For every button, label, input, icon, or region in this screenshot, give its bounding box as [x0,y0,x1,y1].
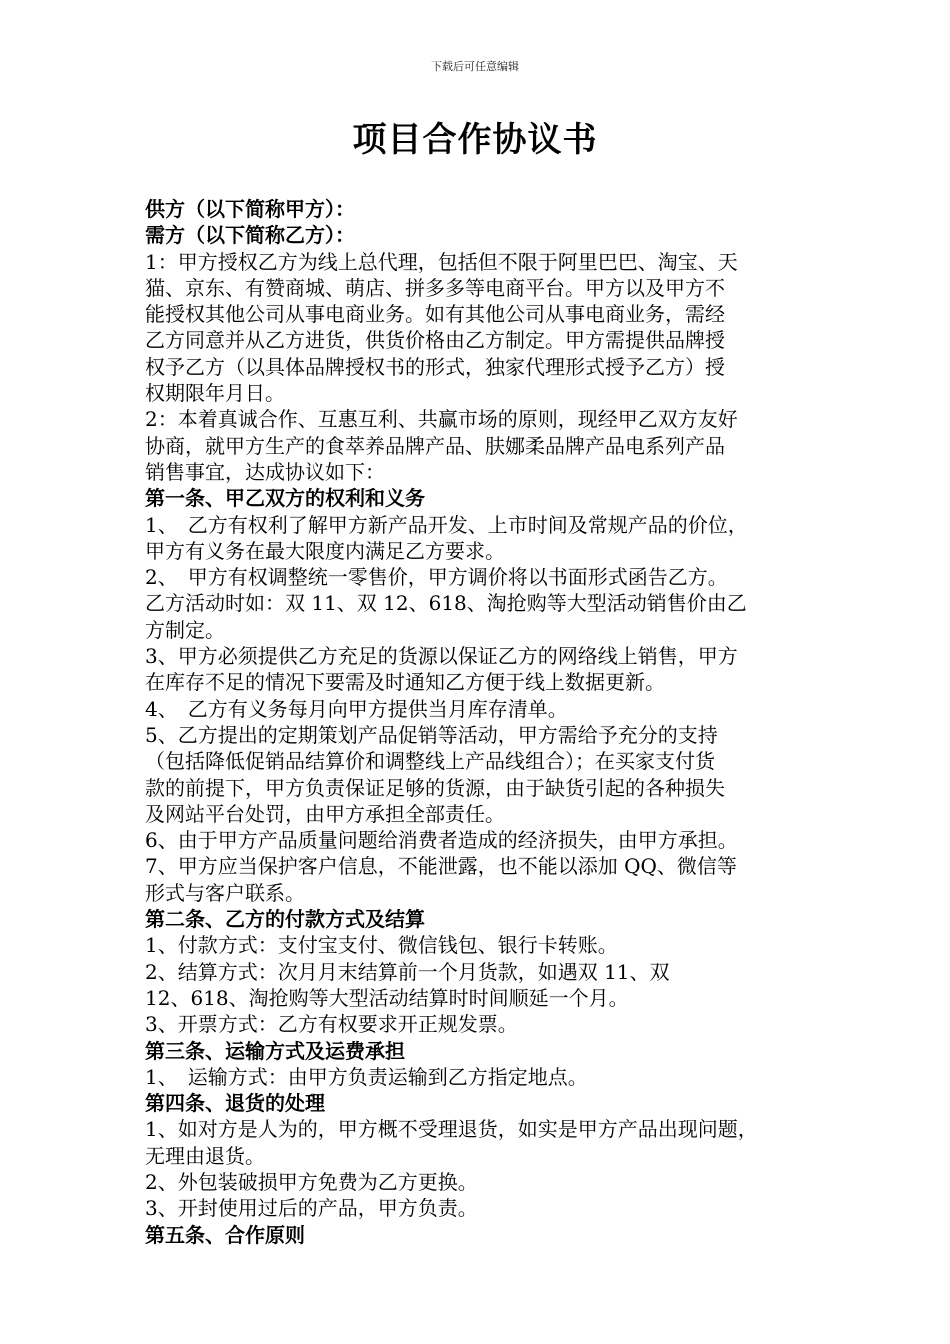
text-line: 3、甲方必须提供乙方充足的货源以保证乙方的网络线上销售，甲方 [145,644,738,669]
text-line: 无理由退货。 [145,1143,265,1168]
text-line: 甲方有义务在最大限度内满足乙方要求。 [145,538,505,563]
text-line: 形式与客户联系。 [145,880,305,905]
text-line: 销售事宜，达成协议如下： [145,459,385,484]
text-line: 方制定。 [145,617,225,642]
text-line: 3、开票方式：乙方有权要求开正规发票。 [145,1012,518,1037]
text-line: 6、由于甲方产品质量问题给消费者造成的经济损失，由甲方承担。 [145,828,738,853]
document-title: 项目合作协议书 [352,120,598,160]
text-line: 1、如对方是人为的，甲方概不受理退货，如实是甲方产品出现问题， [145,1117,758,1142]
text-line: （包括降低促销品结算价和调整线上产品线组合）；在买家支付货 [145,749,715,774]
text-line: 及网站平台处罚，由甲方承担全部责任。 [145,801,505,826]
text-line: 乙方同意并从乙方进货，供货价格由乙方制定。甲方需提供品牌授 [145,328,725,353]
text-line: 2、结算方式：次月月末结算前一个月货款，如遇双 11、双 [145,959,670,984]
text-line: 能授权其他公司从事电商业务。如有其他公司从事电商业务，需经 [145,302,725,327]
document-body [145,196,813,1248]
section-heading: 第二条、乙方的付款方式及结算 [145,907,425,932]
section-heading: 第四条、退货的处理 [145,1091,325,1116]
section-heading: 需方（以下简称乙方）： [145,223,355,248]
text-line: 4、 乙方有义务每月向甲方提供当月库存清单。 [145,696,568,721]
section-heading: 第三条、运输方式及运费承担 [145,1038,405,1063]
text-line: 3、开封使用过后的产品，甲方负责。 [145,1196,478,1221]
text-line: 1、 运输方式：由甲方负责运输到乙方指定地点。 [145,1064,588,1089]
text-line: 乙方活动时如：双 11、双 12、618、淘抢购等大型活动销售价由乙 [145,591,747,616]
section-heading: 第五条、合作原则 [145,1222,305,1247]
header-note: 下载后可任意编辑 [431,60,519,73]
text-line: 12、618、淘抢购等大型活动结算时时间顺延一个月。 [145,985,629,1010]
text-line: 猫、京东、有赞商城、萌店、拼多多等电商平台。甲方以及甲方不 [145,275,725,300]
text-line: 2、 甲方有权调整统一零售价，甲方调价将以书面形式函告乙方。 [145,565,728,590]
text-line: 款的前提下，甲方负责保证足够的货源，由于缺货引起的各种损失 [145,775,725,800]
text-line: 1、 乙方有权利了解甲方新产品开发、上市时间及常规产品的价位， [145,512,748,537]
text-line: 1：甲方授权乙方为线上总代理，包括但不限于阿里巴巴、淘宝、天 [145,249,738,274]
text-line: 5、乙方提出的定期策划产品促销等活动，甲方需给予充分的支持 [145,722,718,747]
text-line: 权期限年月日。 [145,381,285,406]
section-heading: 第一条、甲乙双方的权利和义务 [145,486,425,511]
text-line: 2、外包装破损甲方免费为乙方更换。 [145,1169,478,1194]
text-line: 1、付款方式：支付宝支付、微信钱包、银行卡转账。 [145,933,618,958]
text-line: 权予乙方（以具体品牌授权书的形式，独家代理形式授予乙方）授 [145,354,725,379]
text-line: 7、甲方应当保护客户信息，不能泄露，也不能以添加 QQ、微信等 [145,854,737,879]
text-line: 2：本着真诚合作、互惠互利、共赢市场的原则，现经甲乙双方友好 [145,407,738,432]
text-line: 协商，就甲方生产的食萃养品牌产品、肤娜柔品牌产品电系列产品 [145,433,725,458]
section-heading: 供方（以下简称甲方）： [145,197,355,221]
text-line: 在库存不足的情况下要需及时通知乙方便于线上数据更新。 [145,670,665,695]
